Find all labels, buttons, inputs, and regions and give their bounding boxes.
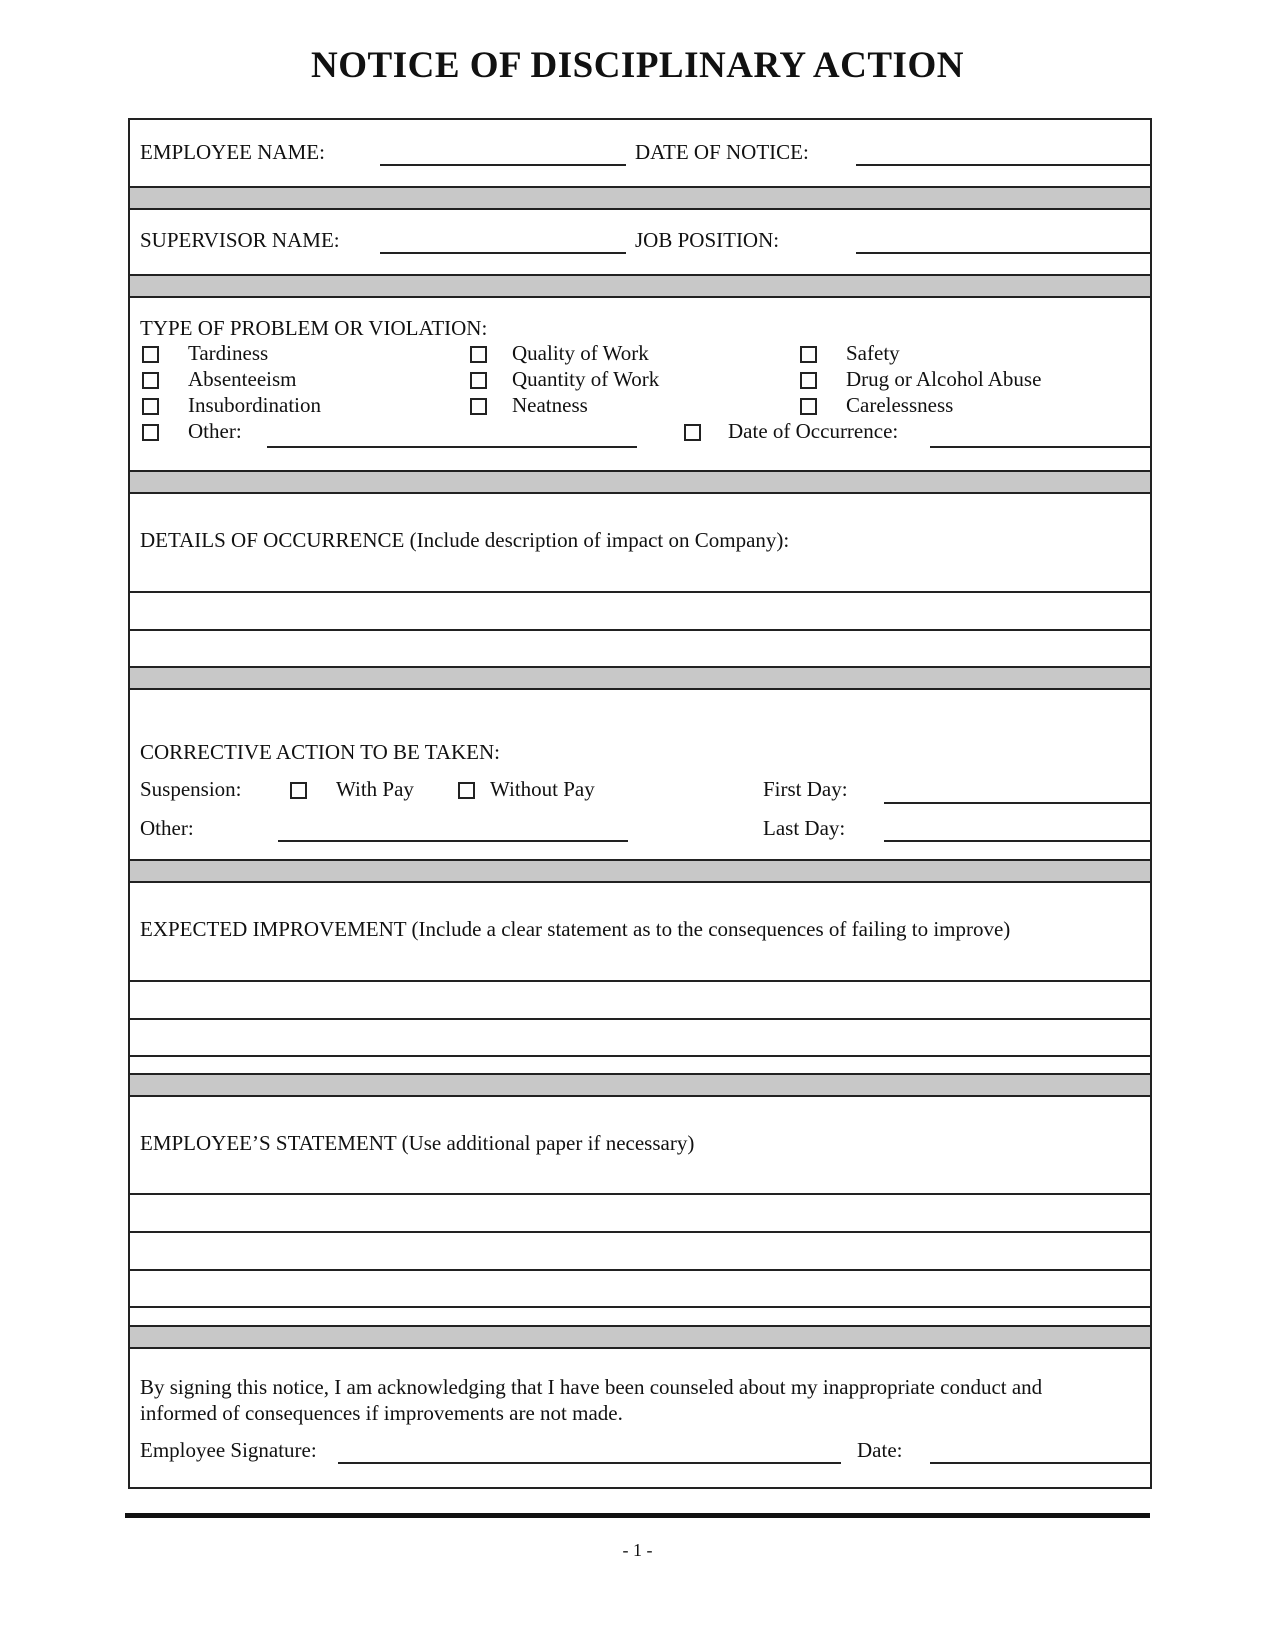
quantity-of-work-checkbox[interactable] xyxy=(470,372,487,389)
section-separator xyxy=(130,666,1150,690)
details-line[interactable] xyxy=(130,629,1150,631)
tardiness-label: Tardiness xyxy=(188,341,269,365)
corrective-other-field[interactable] xyxy=(278,840,628,842)
disciplinary-form xyxy=(128,118,1152,1489)
acknowledgement-line-2: informed of consequences if improvements are not made. xyxy=(140,1401,623,1425)
insubordination-checkbox[interactable] xyxy=(142,398,159,415)
improvement-line[interactable] xyxy=(130,980,1150,982)
supervisor-name-field[interactable] xyxy=(380,252,626,254)
page-number: - 1 - xyxy=(622,1540,653,1560)
signature-date-label: Date: xyxy=(857,1438,903,1462)
first-day-field[interactable] xyxy=(884,802,1150,804)
with-pay-checkbox[interactable] xyxy=(290,782,307,799)
section-separator xyxy=(130,470,1150,494)
details-heading: DETAILS OF OCCURRENCE (Include description of impact on Company): xyxy=(140,528,790,552)
signature-field[interactable] xyxy=(338,1462,841,1464)
insubordination-label: Insubordination xyxy=(188,393,321,417)
safety-label: Safety xyxy=(846,341,900,365)
improvement-heading: EXPECTED IMPROVEMENT (Include a clear statement as to the consequences of failing to improve) xyxy=(140,917,1011,941)
improvement-line[interactable] xyxy=(130,1018,1150,1020)
section-separator xyxy=(130,859,1150,883)
corrective-other-label: Other: xyxy=(140,816,194,840)
statement-line[interactable] xyxy=(130,1193,1150,1195)
neatness-checkbox[interactable] xyxy=(470,398,487,415)
last-day-field[interactable] xyxy=(884,840,1150,842)
section-separator xyxy=(130,1325,1150,1349)
statement-line[interactable] xyxy=(130,1306,1150,1308)
drug-alcohol-label: Drug or Alcohol Abuse xyxy=(846,367,1042,391)
date-of-occurrence-label: Date of Occurrence: xyxy=(728,419,899,443)
first-day-label: First Day: xyxy=(763,777,848,801)
improvement-line[interactable] xyxy=(130,1055,1150,1057)
other-violation-checkbox[interactable] xyxy=(142,424,159,441)
suspension-label: Suspension: xyxy=(140,777,242,801)
tardiness-checkbox[interactable] xyxy=(142,346,159,363)
job-position-label: JOB POSITION: xyxy=(635,228,780,252)
quality-of-work-checkbox[interactable] xyxy=(470,346,487,363)
footer-rule xyxy=(125,1513,1150,1518)
employee-name-label: EMPLOYEE NAME: xyxy=(140,140,325,164)
without-pay-checkbox[interactable] xyxy=(458,782,475,799)
section-separator xyxy=(130,186,1150,210)
date-of-occurrence-field[interactable] xyxy=(930,446,1150,448)
other-violation-label: Other: xyxy=(188,419,242,443)
carelessness-label: Carelessness xyxy=(846,393,954,417)
other-violation-field[interactable] xyxy=(267,446,637,448)
page-title: NOTICE OF DISCIPLINARY ACTION xyxy=(311,45,964,86)
absenteeism-checkbox[interactable] xyxy=(142,372,159,389)
corrective-heading: CORRECTIVE ACTION TO BE TAKEN: xyxy=(140,740,500,764)
job-position-field[interactable] xyxy=(856,252,1150,254)
acknowledgement-line-1: By signing this notice, I am acknowledging that I have been counseled about my inappropriate conduct and xyxy=(140,1375,1043,1399)
date-of-notice-field[interactable] xyxy=(856,164,1150,166)
signature-label: Employee Signature: xyxy=(140,1438,317,1462)
quantity-of-work-label: Quantity of Work xyxy=(512,367,660,391)
quality-of-work-label: Quality of Work xyxy=(512,341,649,365)
section-separator xyxy=(130,274,1150,298)
with-pay-label: With Pay xyxy=(336,777,414,801)
supervisor-name-label: SUPERVISOR NAME: xyxy=(140,228,340,252)
carelessness-checkbox[interactable] xyxy=(800,398,817,415)
last-day-label: Last Day: xyxy=(763,816,846,840)
date-of-occurrence-checkbox[interactable] xyxy=(684,424,701,441)
neatness-label: Neatness xyxy=(512,393,588,417)
safety-checkbox[interactable] xyxy=(800,346,817,363)
statement-heading: EMPLOYEE’S STATEMENT (Use additional paper if necessary) xyxy=(140,1131,695,1155)
without-pay-label: Without Pay xyxy=(490,777,595,801)
employee-name-field[interactable] xyxy=(380,164,626,166)
section-separator xyxy=(130,1073,1150,1097)
statement-line[interactable] xyxy=(130,1269,1150,1271)
violation-heading: TYPE OF PROBLEM OR VIOLATION: xyxy=(140,316,488,340)
drug-alcohol-checkbox[interactable] xyxy=(800,372,817,389)
details-line[interactable] xyxy=(130,591,1150,593)
date-of-notice-label: DATE OF NOTICE: xyxy=(635,140,809,164)
statement-line[interactable] xyxy=(130,1231,1150,1233)
absenteeism-label: Absenteeism xyxy=(188,367,297,391)
signature-date-field[interactable] xyxy=(930,1462,1150,1464)
